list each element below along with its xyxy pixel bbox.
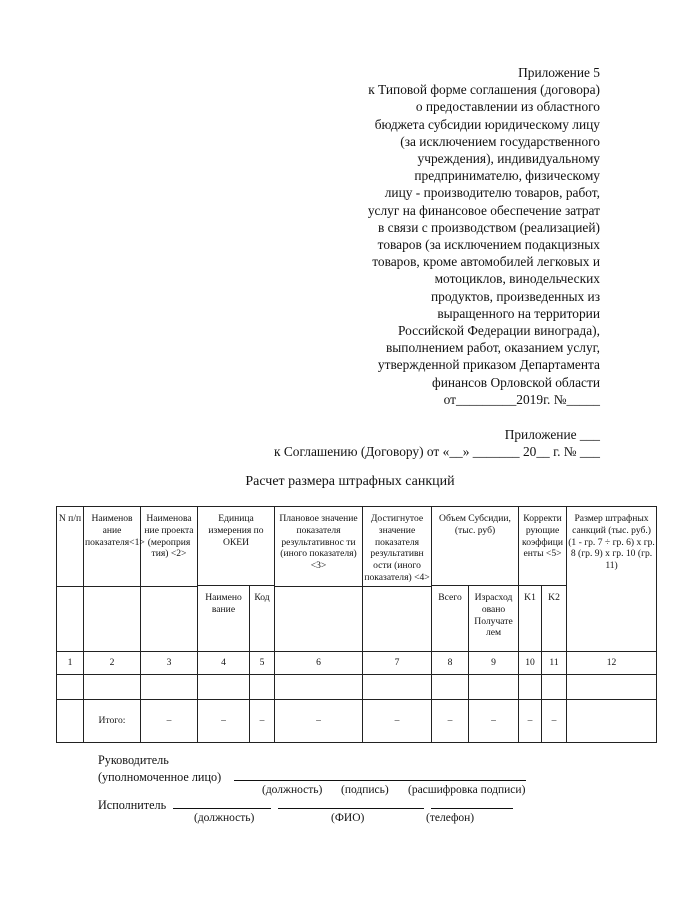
column-number: 10 xyxy=(519,651,542,674)
appendix-line: услуг на финансовое обеспечение затрат xyxy=(367,202,600,218)
appendix-date-line: от_________2019г. №_____ xyxy=(443,391,600,407)
table-cell xyxy=(519,674,542,699)
col-header-unit-code: Код xyxy=(250,586,275,652)
col-header-project: Наименова ние проекта (мероприя тия) <2> xyxy=(141,507,198,587)
appendix-line: бюджета субсидии юридическому лицу xyxy=(374,116,600,132)
col-header-k1: K1 xyxy=(519,586,542,652)
executor-block xyxy=(98,796,513,813)
col-header-k2: K2 xyxy=(542,586,567,652)
total-dash: – xyxy=(141,699,198,742)
appendix-line: товаров (за исключением подакцизных xyxy=(377,237,600,253)
table-cell xyxy=(567,699,657,742)
executor-position-line xyxy=(173,796,271,809)
penalty-table xyxy=(56,506,657,743)
total-dash: – xyxy=(469,699,519,742)
appendix-line: о предоставлении из областного xyxy=(415,99,600,115)
appendix-line: мотоциклов, винодельческих xyxy=(434,271,600,287)
appendix-line: товаров, кроме автомобилей легковых и xyxy=(372,254,600,270)
total-row xyxy=(57,699,657,742)
appendix-line: к Типовой форме соглашения (договора) xyxy=(368,82,600,98)
total-dash: – xyxy=(275,699,363,742)
col-header-unit-group: Единица измерения по ОКЕИ xyxy=(198,507,275,586)
total-dash: – xyxy=(250,699,275,742)
col-header-indicator: Наименов ание показателя<1> xyxy=(84,507,141,587)
column-number: 5 xyxy=(250,651,275,674)
column-number: 8 xyxy=(432,651,469,674)
table-cell xyxy=(363,674,432,699)
table-cell xyxy=(275,674,363,699)
col-header-subsidy-spent: Израсход овано Получате лем xyxy=(469,586,519,652)
appendix-line: учреждения), индивидуальному xyxy=(417,151,600,167)
column-number: 3 xyxy=(141,651,198,674)
col-header-num: N п/п xyxy=(57,507,84,587)
col-header-subsidy-total: Всего xyxy=(432,586,469,652)
column-numbers-row xyxy=(57,651,657,674)
column-number: 11 xyxy=(542,651,567,674)
head-caption-position: (должность) xyxy=(262,784,323,796)
column-number: 9 xyxy=(469,651,519,674)
column-number: 2 xyxy=(84,651,141,674)
column-number: 4 xyxy=(198,651,250,674)
column-number: 1 xyxy=(57,651,84,674)
total-dash: – xyxy=(363,699,432,742)
appendix-line: выращенного на территории xyxy=(437,305,600,321)
appendix-line: Российской Федерации винограда), xyxy=(398,323,600,339)
appendix-line: в связи с производством (реализацией) xyxy=(378,219,600,235)
column-number: 6 xyxy=(275,651,363,674)
appendix-line: лицу - производителю товаров, работ, xyxy=(384,185,600,201)
table-cell xyxy=(567,674,657,699)
total-label: Итого: xyxy=(84,699,141,742)
col-header-achieved: Достигнутое значение показателя результативн ости (иного показателя) <4> xyxy=(363,507,432,587)
appendix-line: (за исключением государственного xyxy=(400,133,600,149)
table-cell xyxy=(84,674,141,699)
head-signature-line xyxy=(234,768,526,781)
table-cell xyxy=(432,674,469,699)
table-cell xyxy=(250,674,275,699)
total-dash: – xyxy=(519,699,542,742)
head-caption-signature: (подпись) xyxy=(341,784,389,796)
table-row xyxy=(57,674,657,699)
executor-caption-phone: (телефон) xyxy=(426,812,475,824)
executor-label: Исполнитель xyxy=(98,798,167,812)
table-cell xyxy=(198,674,250,699)
appendix-header xyxy=(310,64,600,408)
head-caption-decoding: (расшифровка подписи) xyxy=(408,784,526,796)
total-dash: – xyxy=(198,699,250,742)
head-label: Руководитель xyxy=(98,753,169,767)
col-header-planned: Плановое значение показателя результативнос ти (иного показателя)<3> xyxy=(275,507,363,587)
document-title: Расчет размера штрафных санкций xyxy=(245,474,455,489)
col-header-subsidy-group: Объем Субсидии, (тыс. руб) xyxy=(432,507,519,586)
appendix-line: предпринимателю, физическому xyxy=(414,168,600,184)
header-row-1 xyxy=(57,507,657,586)
signature-block xyxy=(98,752,526,785)
agreement-appendix xyxy=(274,426,600,460)
col-header-coef-group: Корректи рующие коэффици енты <5> xyxy=(519,507,567,586)
col-header-penalty: Размер штрафных санкций (тыс. руб.) (1 - гр. 7 ÷ гр. 6) x гр. 8 (гр. 9) x гр. 10 (гр. 11) xyxy=(567,507,657,652)
column-number: 7 xyxy=(363,651,432,674)
head-sub-line xyxy=(98,768,526,785)
table-cell xyxy=(57,699,84,742)
appendix-line: финансов Орловской области xyxy=(432,374,600,390)
executor-caption-name: (ФИО) xyxy=(331,812,365,824)
col-header-unit-name: Наимено вание xyxy=(198,586,250,652)
executor-name-line xyxy=(278,796,424,809)
penalty-table-container xyxy=(56,506,655,732)
table-cell xyxy=(469,674,519,699)
table-cell xyxy=(141,674,198,699)
agreement-reference: к Соглашению (Договору) от «__» _______ 20__ г. № ___ xyxy=(273,444,600,460)
column-number: 12 xyxy=(567,651,657,674)
executor-phone-line xyxy=(431,796,513,809)
appendix-line: продуктов, произведенных из xyxy=(430,288,600,304)
table-cell xyxy=(57,674,84,699)
total-dash: – xyxy=(432,699,469,742)
appendix-line: выполнением работ, оказанием услуг, xyxy=(385,340,600,356)
appendix-line: Приложение 5 xyxy=(518,65,600,80)
appendix-line: утвержденной приказом Департамента xyxy=(377,357,600,373)
executor-caption-position: (должность) xyxy=(194,812,255,824)
table-cell xyxy=(542,674,567,699)
total-dash: – xyxy=(542,699,567,742)
agreement-appendix-number: Приложение ___ xyxy=(504,427,600,442)
head-sub-label: (уполномоченное лицо) xyxy=(98,770,222,784)
